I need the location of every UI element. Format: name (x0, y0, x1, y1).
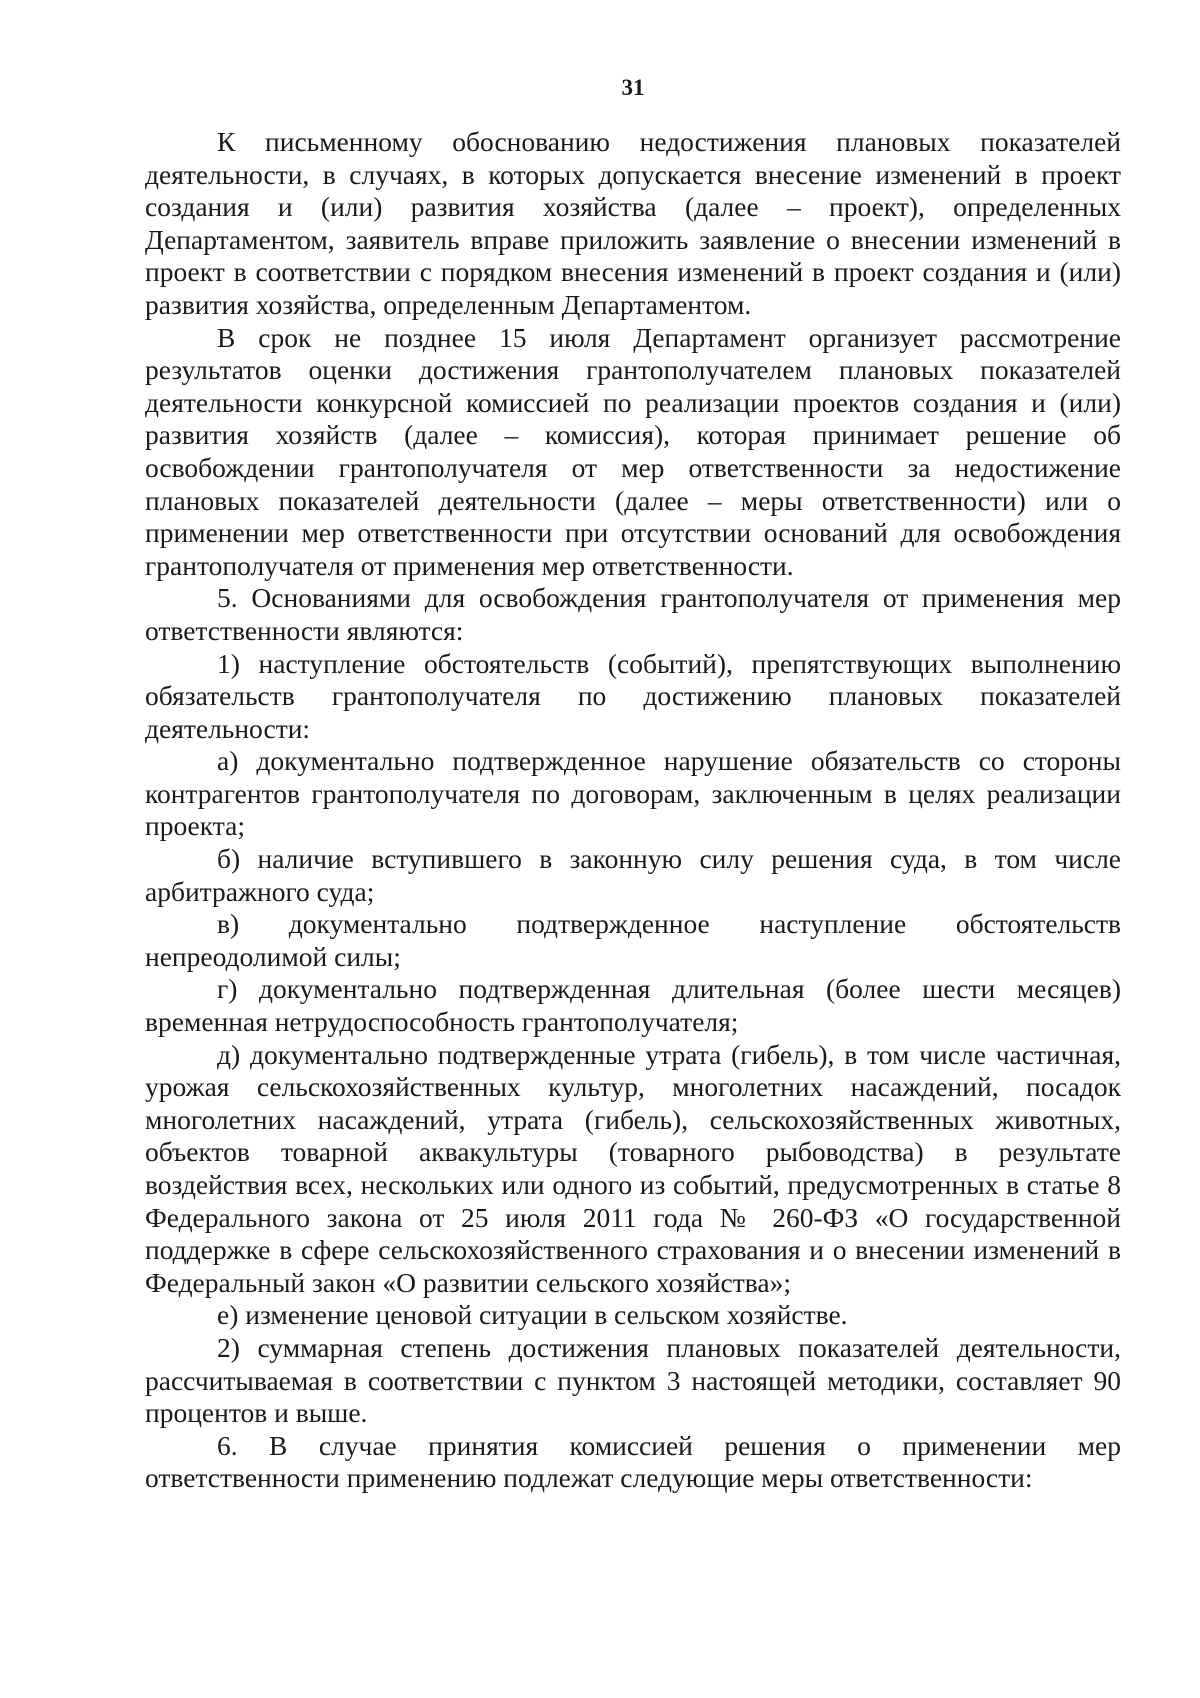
paragraph-section-6: 6. В случае принятия комиссией решения о применении мер ответственности применению подлежат следующие меры ответственности: (145, 1429, 1121, 1494)
paragraph-review-deadline: В срок не позднее 15 июля Департамент организует рассмотрение результатов оценки достижения грантополучателем плановых показателей деятельности конкурсной комиссией по реализации проектов создания и (или) развития хозяйств (далее – комиссия), которая принимает решение об освобождении грантополучателя от мер ответственности за недостижение плановых показателей деятельности (далее – меры ответственности) или о применении мер ответственности при отсутствии оснований для освобождения грантополучателя от применения мер ответственности. (145, 321, 1121, 581)
paragraph-section-5: 5. Основаниями для освобождения грантополучателя от применения мер ответственности являются: (145, 582, 1121, 646)
paragraph-item-b: б) наличие вступившего в законную силу решения суда, в том числе арбитражного суда; (145, 843, 1121, 907)
paragraph-item-2: 2) суммарная степень достижения плановых показателей деятельности, рассчитываемая в соответствии с пунктом 3 настоящей методики, составляет 90 процентов и выше. (145, 1331, 1121, 1429)
paragraph-item-e: е) изменение ценовой ситуации в сельском хозяйстве. (217, 1299, 848, 1331)
paragraph-item-1: 1) наступление обстоятельств (событий), препятствующих выполнению обязательств грантополучателя по достижению плановых показателей деятельности: (145, 647, 1121, 744)
document-page (145, 72, 1121, 1495)
paragraph-justification-attachment: К письменному обоснованию недостижения плановых показателей деятельности, в случаях, в которых допускается внесение изменений в проект создания и (или) развития хозяйства (далее – проект), определенных Департаментом, заявитель вправе приложить заявление о внесении изменений в проект в соответствии с порядком внесения изменений в проект создания и (или) развития хозяйства, определенным Департаментом. (145, 126, 1121, 320)
page-number: 31 (621, 75, 645, 100)
paragraph-item-g: г) документально подтвержденная длительная (более шести месяцев) временная нетрудоспособность грантополучателя; (145, 973, 1121, 1038)
paragraph-item-a: а) документально подтвержденное нарушение обязательств со стороны контрагентов грантополучателя по договорам, заключенным в целях реализации проекта; (145, 745, 1121, 842)
paragraph-item-d: д) документально подтвержденные утрата (гибель), в том числе частичная, урожая сельскохозяйственных культур, многолетних насаждений, посадок многолетних насаждений, утрата (гибель), сельскохозяйственных животных, объектов товарной аквакультуры (товарного рыбоводства) в результате воздействия всех, нескольких или одного из событий, предусмотренных в статье 8 Федерального закона от 25 июля 2011 года № 260-ФЗ «О государственной поддержке в сфере сельскохозяйственного страхования и о внесении изменений в Федеральный закон «О развитии сельского хозяйства»; (145, 1038, 1121, 1298)
paragraph-item-v: в) документально подтвержденное наступление обстоятельств непреодолимой силы; (145, 908, 1121, 972)
